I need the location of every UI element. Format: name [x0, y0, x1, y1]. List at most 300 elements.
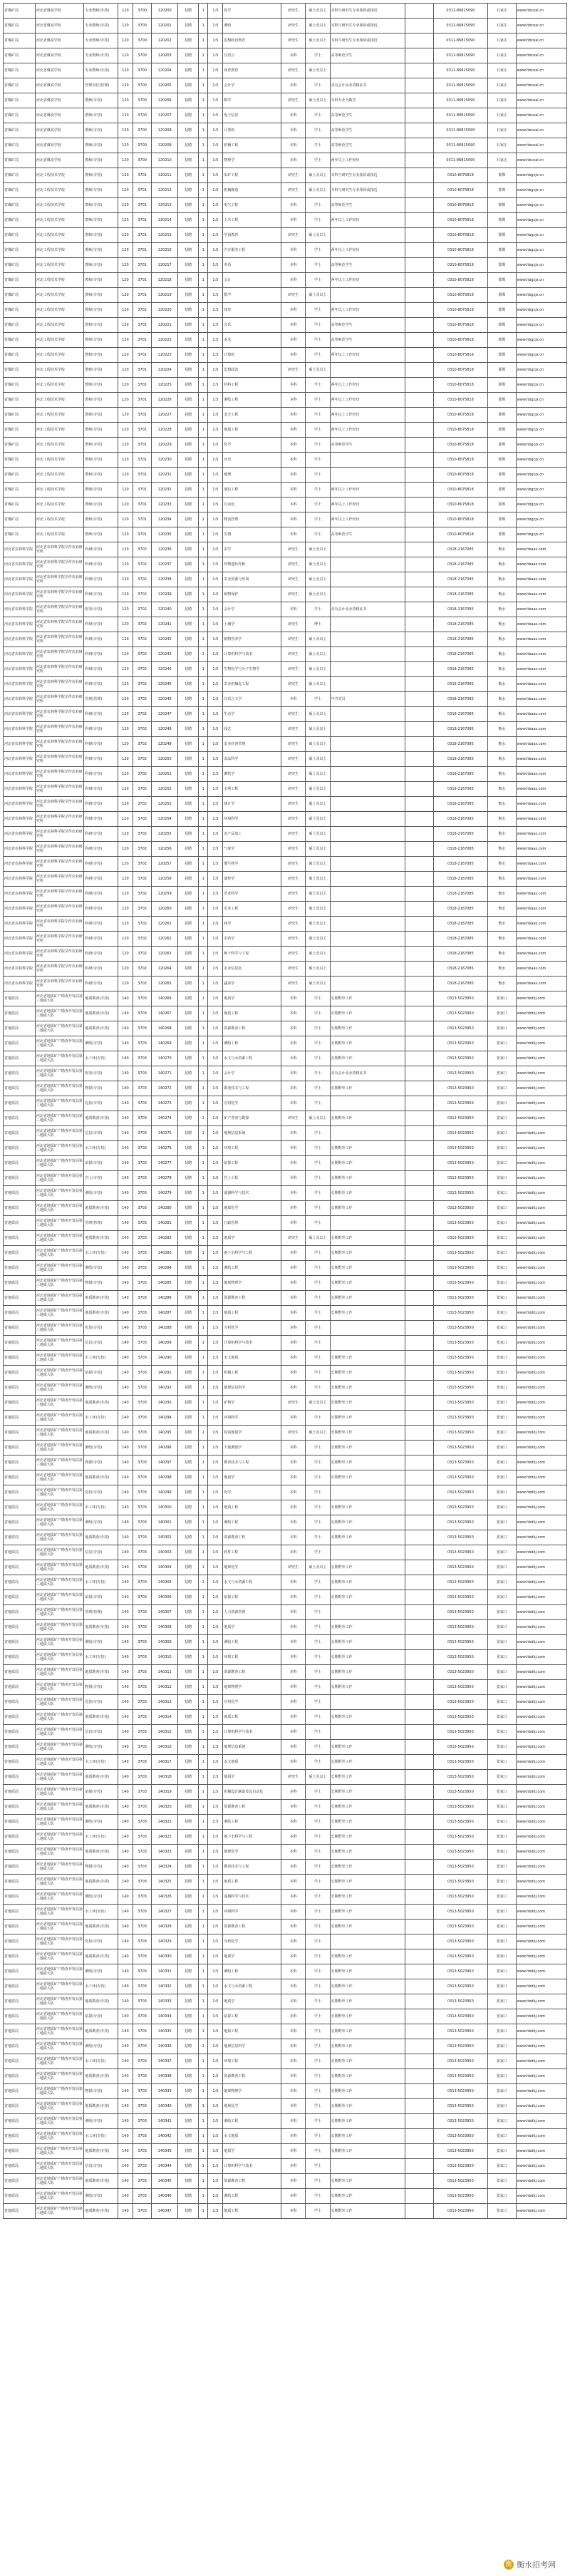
table-cell: 长期野外工作: [330, 2009, 405, 2024]
table-cell: 120211: [152, 168, 178, 183]
table-cell: 120: [118, 947, 133, 962]
table-cell: 邯郸: [488, 498, 517, 512]
table-cell: 张家口: [488, 1860, 517, 1875]
table-cell: 1:5: [208, 138, 223, 153]
table-cell: 研究生: [281, 842, 306, 857]
table-cell: [405, 1740, 434, 1755]
table-cell: [405, 812, 434, 827]
table-cell: [405, 78, 434, 93]
table-cell: 140: [118, 1875, 133, 1890]
table-cell: 张家口: [488, 1051, 517, 1066]
table-cell: [405, 2024, 434, 2039]
table-cell: 硕士及以上: [306, 767, 330, 782]
table-cell: 1: [199, 812, 208, 827]
table-cell: [405, 2114, 434, 2129]
table-cell: 招聘: [178, 213, 199, 228]
table-cell: 120207: [152, 108, 178, 123]
table-cell: 140344: [152, 2159, 178, 2174]
table-cell: 0313-5023950: [433, 1949, 487, 1964]
table-cell: 岩土工程: [223, 1171, 281, 1186]
table-cell: 河北省地质矿产勘查开发局第三地质大队: [35, 1530, 84, 1545]
table-cell: 1: [199, 4, 208, 19]
table-cell: 120255: [152, 827, 178, 842]
table-cell: [330, 827, 405, 842]
table-cell: 招聘: [178, 1800, 199, 1815]
table-cell: 1: [199, 198, 208, 213]
table-cell: 3700: [133, 4, 151, 19]
table-cell: 1:5: [208, 1470, 223, 1485]
table-cell: 两年以上工作经历: [330, 498, 405, 512]
table-cell: 1:5: [208, 378, 223, 393]
table-cell: 0318-2167085: [433, 977, 487, 991]
table-cell: 1: [199, 93, 208, 108]
table-cell: 120: [118, 468, 133, 483]
table-cell: 本科: [281, 527, 306, 542]
table-cell: 张家口: [488, 1875, 517, 1890]
table-cell: 测绘(专技): [84, 1186, 118, 1201]
table-cell: 招聘: [178, 1860, 199, 1875]
table-cell: www.hbdkj.com: [516, 1081, 566, 1096]
table-cell: 140327: [152, 1905, 178, 1920]
table-cell: www.hbdkj.com: [516, 1246, 566, 1261]
table-cell: 0313-5023950: [433, 1785, 487, 1800]
table-cell: 水文地质: [223, 1351, 281, 1366]
table-row: [4, 2204, 567, 2219]
table-cell: [405, 1306, 434, 1321]
table-cell: 衡水: [488, 902, 517, 917]
table-cell: 招聘: [178, 1336, 199, 1351]
table-cell: 本科: [281, 1710, 306, 1725]
table-cell: 长期野外工作: [330, 1515, 405, 1530]
table-cell: 学士: [306, 318, 330, 333]
table-cell: 学士: [306, 138, 330, 153]
table-cell: 教师(专技): [84, 333, 118, 348]
table-cell: 3702: [133, 707, 151, 722]
table-cell: 120: [118, 93, 133, 108]
table-cell: 衡水: [488, 797, 517, 812]
table-cell: 研究生: [281, 363, 306, 378]
table-cell: 140: [118, 1860, 133, 1875]
table-cell: 地质勘查(专技): [84, 1920, 118, 1934]
table-cell: 省地质局: [4, 1021, 36, 1036]
table-cell: 1: [199, 1710, 208, 1725]
table-cell: 安全工程: [223, 408, 281, 423]
table-cell: 省地质局: [4, 1920, 36, 1934]
table-cell: 两年以上工作经历: [330, 483, 405, 498]
table-cell: 管理岗位(管理): [84, 78, 118, 93]
table-cell: 地质勘查(专技): [84, 1291, 118, 1306]
table-cell: 1:5: [208, 572, 223, 587]
table-cell: 1: [199, 587, 208, 602]
table-cell: 植物营养学: [223, 632, 281, 647]
table-cell: 河北省农林科学院旱作农业研究所: [35, 782, 84, 797]
table-cell: 研究生: [281, 947, 306, 962]
table-cell: 河北省地质矿产勘查开发局第三地质大队: [35, 1381, 84, 1396]
table-cell: 招聘: [178, 947, 199, 962]
table-cell: 120256: [152, 842, 178, 857]
table-cell: 120: [118, 378, 133, 393]
table-cell: www.hbgcjx.cn: [516, 453, 566, 468]
table-cell: [330, 542, 405, 557]
table-cell: 本科: [281, 1246, 306, 1261]
table-cell: 河北省煤炭学校: [35, 93, 84, 108]
table-cell: [405, 2159, 434, 2174]
table-cell: 土木工程: [223, 213, 281, 228]
table-cell: www.hbdkj.com: [516, 2009, 566, 2024]
table-cell: 140346: [152, 2189, 178, 2204]
table-cell: 140: [118, 1815, 133, 1830]
table-cell: 河北省煤炭学校: [35, 108, 84, 123]
table-cell: 3700: [133, 34, 151, 48]
table-cell: [330, 1216, 405, 1231]
table-cell: 衡水: [488, 617, 517, 632]
table-cell: 本科: [281, 2114, 306, 2129]
table-cell: 120254: [152, 812, 178, 827]
table-cell: 地下水科学与工程: [223, 1830, 281, 1845]
table-cell: 两年以上工作经历: [330, 153, 405, 168]
table-cell: 本科: [281, 48, 306, 63]
table-cell: [405, 438, 434, 453]
table-cell: 化学: [223, 438, 281, 453]
table-cell: 140317: [152, 1755, 178, 1770]
table-cell: 140311: [152, 1665, 178, 1680]
table-cell: 招聘: [178, 1845, 199, 1860]
table-cell: 0310-8075818: [433, 423, 487, 438]
table-cell: 衡水: [488, 752, 517, 767]
table-cell: 3703: [133, 2159, 151, 2174]
table-cell: 140: [118, 1650, 133, 1665]
table-cell: 省煤矿局: [4, 123, 36, 138]
table-cell: [405, 632, 434, 647]
table-cell: www.hbaas.com: [516, 902, 566, 917]
table-cell: 张家口: [488, 1994, 517, 2009]
table-cell: 招聘: [178, 1441, 199, 1456]
table-cell: 石家庄: [488, 63, 517, 78]
table-cell: 学士: [306, 498, 330, 512]
table-cell: 长期野外工作: [330, 1979, 405, 1994]
table-cell: 学士: [306, 1066, 330, 1081]
table-cell: www.hbdkj.com: [516, 991, 566, 1006]
table-cell: 招聘: [178, 1605, 199, 1620]
table-cell: [330, 288, 405, 303]
table-cell: 地质学: [223, 2144, 281, 2159]
table-cell: 研究生: [281, 677, 306, 692]
table-cell: 衡水: [488, 917, 517, 932]
table-cell: 教师(专技): [84, 303, 118, 318]
table-cell: 河北工程技术学校: [35, 228, 84, 243]
table-cell: 钻探(专技): [84, 2009, 118, 2024]
table-row: [4, 423, 567, 438]
table-cell: 3703: [133, 2069, 151, 2084]
table-cell: 硕士及以上: [306, 902, 330, 917]
table-cell: www.hbgcjx.cn: [516, 318, 566, 333]
table-cell: 0318-2167085: [433, 782, 487, 797]
table-cell: 120: [118, 572, 133, 587]
table-cell: 河北省地质矿产勘查开发局第三地质大队: [35, 1994, 84, 2009]
table-cell: 长期野外工作: [330, 1890, 405, 1905]
table-cell: 长期野外工作: [330, 1051, 405, 1066]
table-cell: 本科: [281, 1650, 306, 1665]
table-cell: 3702: [133, 602, 151, 617]
table-cell: 钻探(专技): [84, 1156, 118, 1171]
table-cell: 河北省地质矿产勘查开发局第三地质大队: [35, 1485, 84, 1500]
table-cell: 招聘: [178, 572, 199, 587]
table-cell: [405, 1650, 434, 1665]
table-cell: 地球物理学: [223, 1276, 281, 1291]
table-row: [4, 1964, 567, 1979]
table-cell: 研究生: [281, 557, 306, 572]
table-cell: 邯郸: [488, 318, 517, 333]
table-cell: 0313-5023950: [433, 2159, 487, 2174]
table-cell: 教师(专技): [84, 213, 118, 228]
table-cell: 本科: [281, 123, 306, 138]
table-cell: 地质工程: [223, 1500, 281, 1515]
table-cell: 3703: [133, 1934, 151, 1949]
table-cell: 3703: [133, 1381, 151, 1396]
table-cell: 120250: [152, 752, 178, 767]
table-cell: 钻探(专技): [84, 1366, 118, 1381]
table-cell: 农药学: [223, 932, 281, 947]
table-cell: 0318-2167085: [433, 917, 487, 932]
table-cell: 140294: [152, 1411, 178, 1426]
table-cell: 1: [199, 34, 208, 48]
table-cell: 招聘: [178, 34, 199, 48]
table-cell: 140288: [152, 1321, 178, 1336]
table-cell: 1:5: [208, 991, 223, 1006]
table-cell: www.hbdkj.com: [516, 1021, 566, 1036]
table-cell: 省地质局: [4, 1411, 36, 1426]
table-cell: 140: [118, 1560, 133, 1575]
table-cell: 河北省农林科学院: [4, 692, 36, 707]
table-cell: 招聘: [178, 423, 199, 438]
table-cell: 0310-8075818: [433, 258, 487, 273]
table-cell: 河北工程技术学校: [35, 348, 84, 363]
table-cell: www.hbdkj.com: [516, 2174, 566, 2189]
table-cell: 1:5: [208, 273, 223, 288]
table-cell: 0313-5023950: [433, 1051, 487, 1066]
table-cell: 张家口: [488, 2099, 517, 2114]
table-cell: 张家口: [488, 1126, 517, 1141]
table-cell: www.hbdkj.com: [516, 1351, 566, 1366]
table-cell: 畜牧学: [223, 767, 281, 782]
table-cell: [405, 1081, 434, 1096]
table-cell: 河北省地质矿产勘查开发局第三地质大队: [35, 1515, 84, 1530]
table-cell: 140270: [152, 1051, 178, 1066]
table-cell: 140: [118, 1665, 133, 1680]
table-cell: 120: [118, 333, 133, 348]
table-cell: 河北省地质矿产勘查开发局第三地质大队: [35, 1979, 84, 1994]
table-cell: 河北省农林科学院旱作农业研究所: [35, 917, 84, 932]
table-cell: 招聘: [178, 887, 199, 902]
table-cell: 1: [199, 2054, 208, 2069]
table-cell: 招聘: [178, 363, 199, 378]
table-cell: 张家口: [488, 1680, 517, 1695]
table-cell: [405, 947, 434, 962]
table-cell: 张家口: [488, 1815, 517, 1830]
table-row: [4, 1036, 567, 1051]
table-cell: [330, 842, 405, 857]
table-row: [4, 243, 567, 258]
table-cell: 本科: [281, 1321, 306, 1336]
table-cell: 学士: [306, 408, 330, 423]
table-cell: 120: [118, 647, 133, 662]
table-cell: [405, 273, 434, 288]
table-cell: 3703: [133, 1740, 151, 1755]
table-cell: 本科: [281, 2099, 306, 2114]
table-cell: 1: [199, 572, 208, 587]
table-cell: 省地质局: [4, 1201, 36, 1216]
table-cell: 教师(专技): [84, 498, 118, 512]
table-cell: 1: [199, 1470, 208, 1485]
table-cell: 0310-8075818: [433, 228, 487, 243]
table-cell: 1: [199, 962, 208, 977]
table-cell: 3703: [133, 1890, 151, 1905]
table-row: [4, 1890, 567, 1905]
table-cell: [405, 692, 434, 707]
table-cell: 学士: [306, 1530, 330, 1545]
table-cell: 长期野外工作: [330, 1815, 405, 1830]
table-cell: 1: [199, 483, 208, 498]
table-cell: 两年以上工作经历: [330, 512, 405, 527]
table-cell: 0318-2167085: [433, 587, 487, 602]
table-cell: 3702: [133, 797, 151, 812]
table-cell: www.hbdkj.com: [516, 1156, 566, 1171]
table-cell: 3703: [133, 1291, 151, 1306]
table-cell: 招聘: [178, 2024, 199, 2039]
table-cell: 高等师范学生: [330, 198, 405, 213]
table-cell: 计算机科学与技术: [223, 647, 281, 662]
table-cell: 省地质局: [4, 2039, 36, 2054]
table-cell: 招聘: [178, 48, 199, 63]
table-cell: [405, 991, 434, 1006]
table-cell: 学士: [306, 1381, 330, 1396]
table-cell: 1: [199, 1890, 208, 1905]
table-cell: 地质勘查(专技): [84, 1111, 118, 1126]
table-cell: 3701: [133, 438, 151, 453]
table-cell: 120: [118, 48, 133, 63]
table-cell: 0313-5023950: [433, 2144, 487, 2159]
table-row: [4, 1426, 567, 1441]
table-cell: 长期野外工作: [330, 1246, 405, 1261]
table-cell: 河北省农林科学院旱作农业研究所: [35, 707, 84, 722]
table-cell: 1: [199, 527, 208, 542]
table-cell: 本科: [281, 1186, 306, 1201]
table-cell: 本科: [281, 1036, 306, 1051]
table-cell: 学士: [306, 2129, 330, 2144]
table-cell: 0313-5023950: [433, 1336, 487, 1351]
table-cell: 化验(专技): [84, 1485, 118, 1500]
table-cell: 张家口: [488, 1366, 517, 1381]
watermark-badge: [499, 2557, 560, 2572]
table-cell: [405, 2189, 434, 2204]
table-row: [4, 1994, 567, 2009]
table-row: [4, 617, 567, 632]
table-cell: 学士: [306, 213, 330, 228]
table-cell: 本科: [281, 153, 306, 168]
table-cell: 测绘工程: [223, 1815, 281, 1830]
table-cell: 140: [118, 1770, 133, 1785]
table-cell: 本科: [281, 1006, 306, 1021]
table-cell: 1:5: [208, 1905, 223, 1920]
table-cell: 3700: [133, 78, 151, 93]
table-cell: 1: [199, 1530, 208, 1545]
table-cell: 省地质局: [4, 1545, 36, 1560]
table-cell: 招聘: [178, 1530, 199, 1545]
table-cell: 测绘工程: [223, 2189, 281, 2204]
table-cell: 本科: [281, 1665, 306, 1680]
table-cell: 140: [118, 1845, 133, 1860]
table-cell: 1:5: [208, 1141, 223, 1156]
table-cell: 河北省农林科学院: [4, 662, 36, 677]
table-cell: 学士: [306, 348, 330, 363]
table-row: [4, 1231, 567, 1246]
table-cell: 本科与研究生专业相同或相近: [330, 4, 405, 19]
table-cell: 120251: [152, 767, 178, 782]
table-cell: 120: [118, 318, 133, 333]
table-cell: 科研(专技): [84, 902, 118, 917]
table-cell: [405, 1066, 434, 1081]
table-cell: www.hbdkj.com: [516, 1605, 566, 1620]
table-cell: www.hbdkj.com: [516, 1186, 566, 1201]
table-cell: 省地质局: [4, 1890, 36, 1905]
table-cell: 学士: [306, 1964, 330, 1979]
table-cell: 教师(专技): [84, 153, 118, 168]
table-cell: www.hbdkj.com: [516, 1411, 566, 1426]
table-cell: 140: [118, 1231, 133, 1246]
table-row: [4, 1530, 567, 1545]
table-cell: 120: [118, 498, 133, 512]
table-cell: 0310-8075818: [433, 378, 487, 393]
table-cell: 省地质局: [4, 1276, 36, 1291]
table-cell: 120: [118, 228, 133, 243]
table-cell: 研究生: [281, 737, 306, 752]
table-cell: 邯郸: [488, 363, 517, 378]
table-row: [4, 78, 567, 93]
table-cell: 本科: [281, 1411, 306, 1426]
table-cell: www.hbaas.com: [516, 602, 566, 617]
table-cell: [405, 1785, 434, 1800]
table-row: [4, 1291, 567, 1306]
table-cell: 3702: [133, 932, 151, 947]
table-cell: 140: [118, 1515, 133, 1530]
table-cell: 120: [118, 977, 133, 991]
table-cell: 化验(专技): [84, 1695, 118, 1710]
table-cell: 3703: [133, 1411, 151, 1426]
table-cell: 招聘: [178, 378, 199, 393]
table-cell: 高等师范学生: [330, 258, 405, 273]
table-cell: 本科: [281, 2189, 306, 2204]
table-cell: 120: [118, 617, 133, 632]
table-cell: 招聘: [178, 1081, 199, 1096]
table-cell: 1:5: [208, 647, 223, 662]
table-cell: 120217: [152, 258, 178, 273]
table-cell: 学士: [306, 1994, 330, 2009]
table-cell: 0313-5023950: [433, 1321, 487, 1336]
table-cell: 长期野外工作: [330, 2189, 405, 2204]
table-cell: 招聘: [178, 1470, 199, 1485]
table-cell: 衡水: [488, 872, 517, 887]
table-cell: 河北省地质矿产勘查开发局第三地质大队: [35, 1006, 84, 1021]
table-cell: 1: [199, 617, 208, 632]
table-cell: 硕士及以上: [306, 887, 330, 902]
table-cell: 140: [118, 2189, 133, 2204]
table-cell: 招聘: [178, 108, 199, 123]
table-cell: 河北省农林科学院旱作农业研究所: [35, 602, 84, 617]
table-cell: 思想政治: [223, 363, 281, 378]
table-cell: 学士: [306, 123, 330, 138]
table-cell: 省地质局: [4, 1470, 36, 1485]
table-cell: 化验(专技): [84, 1096, 118, 1111]
